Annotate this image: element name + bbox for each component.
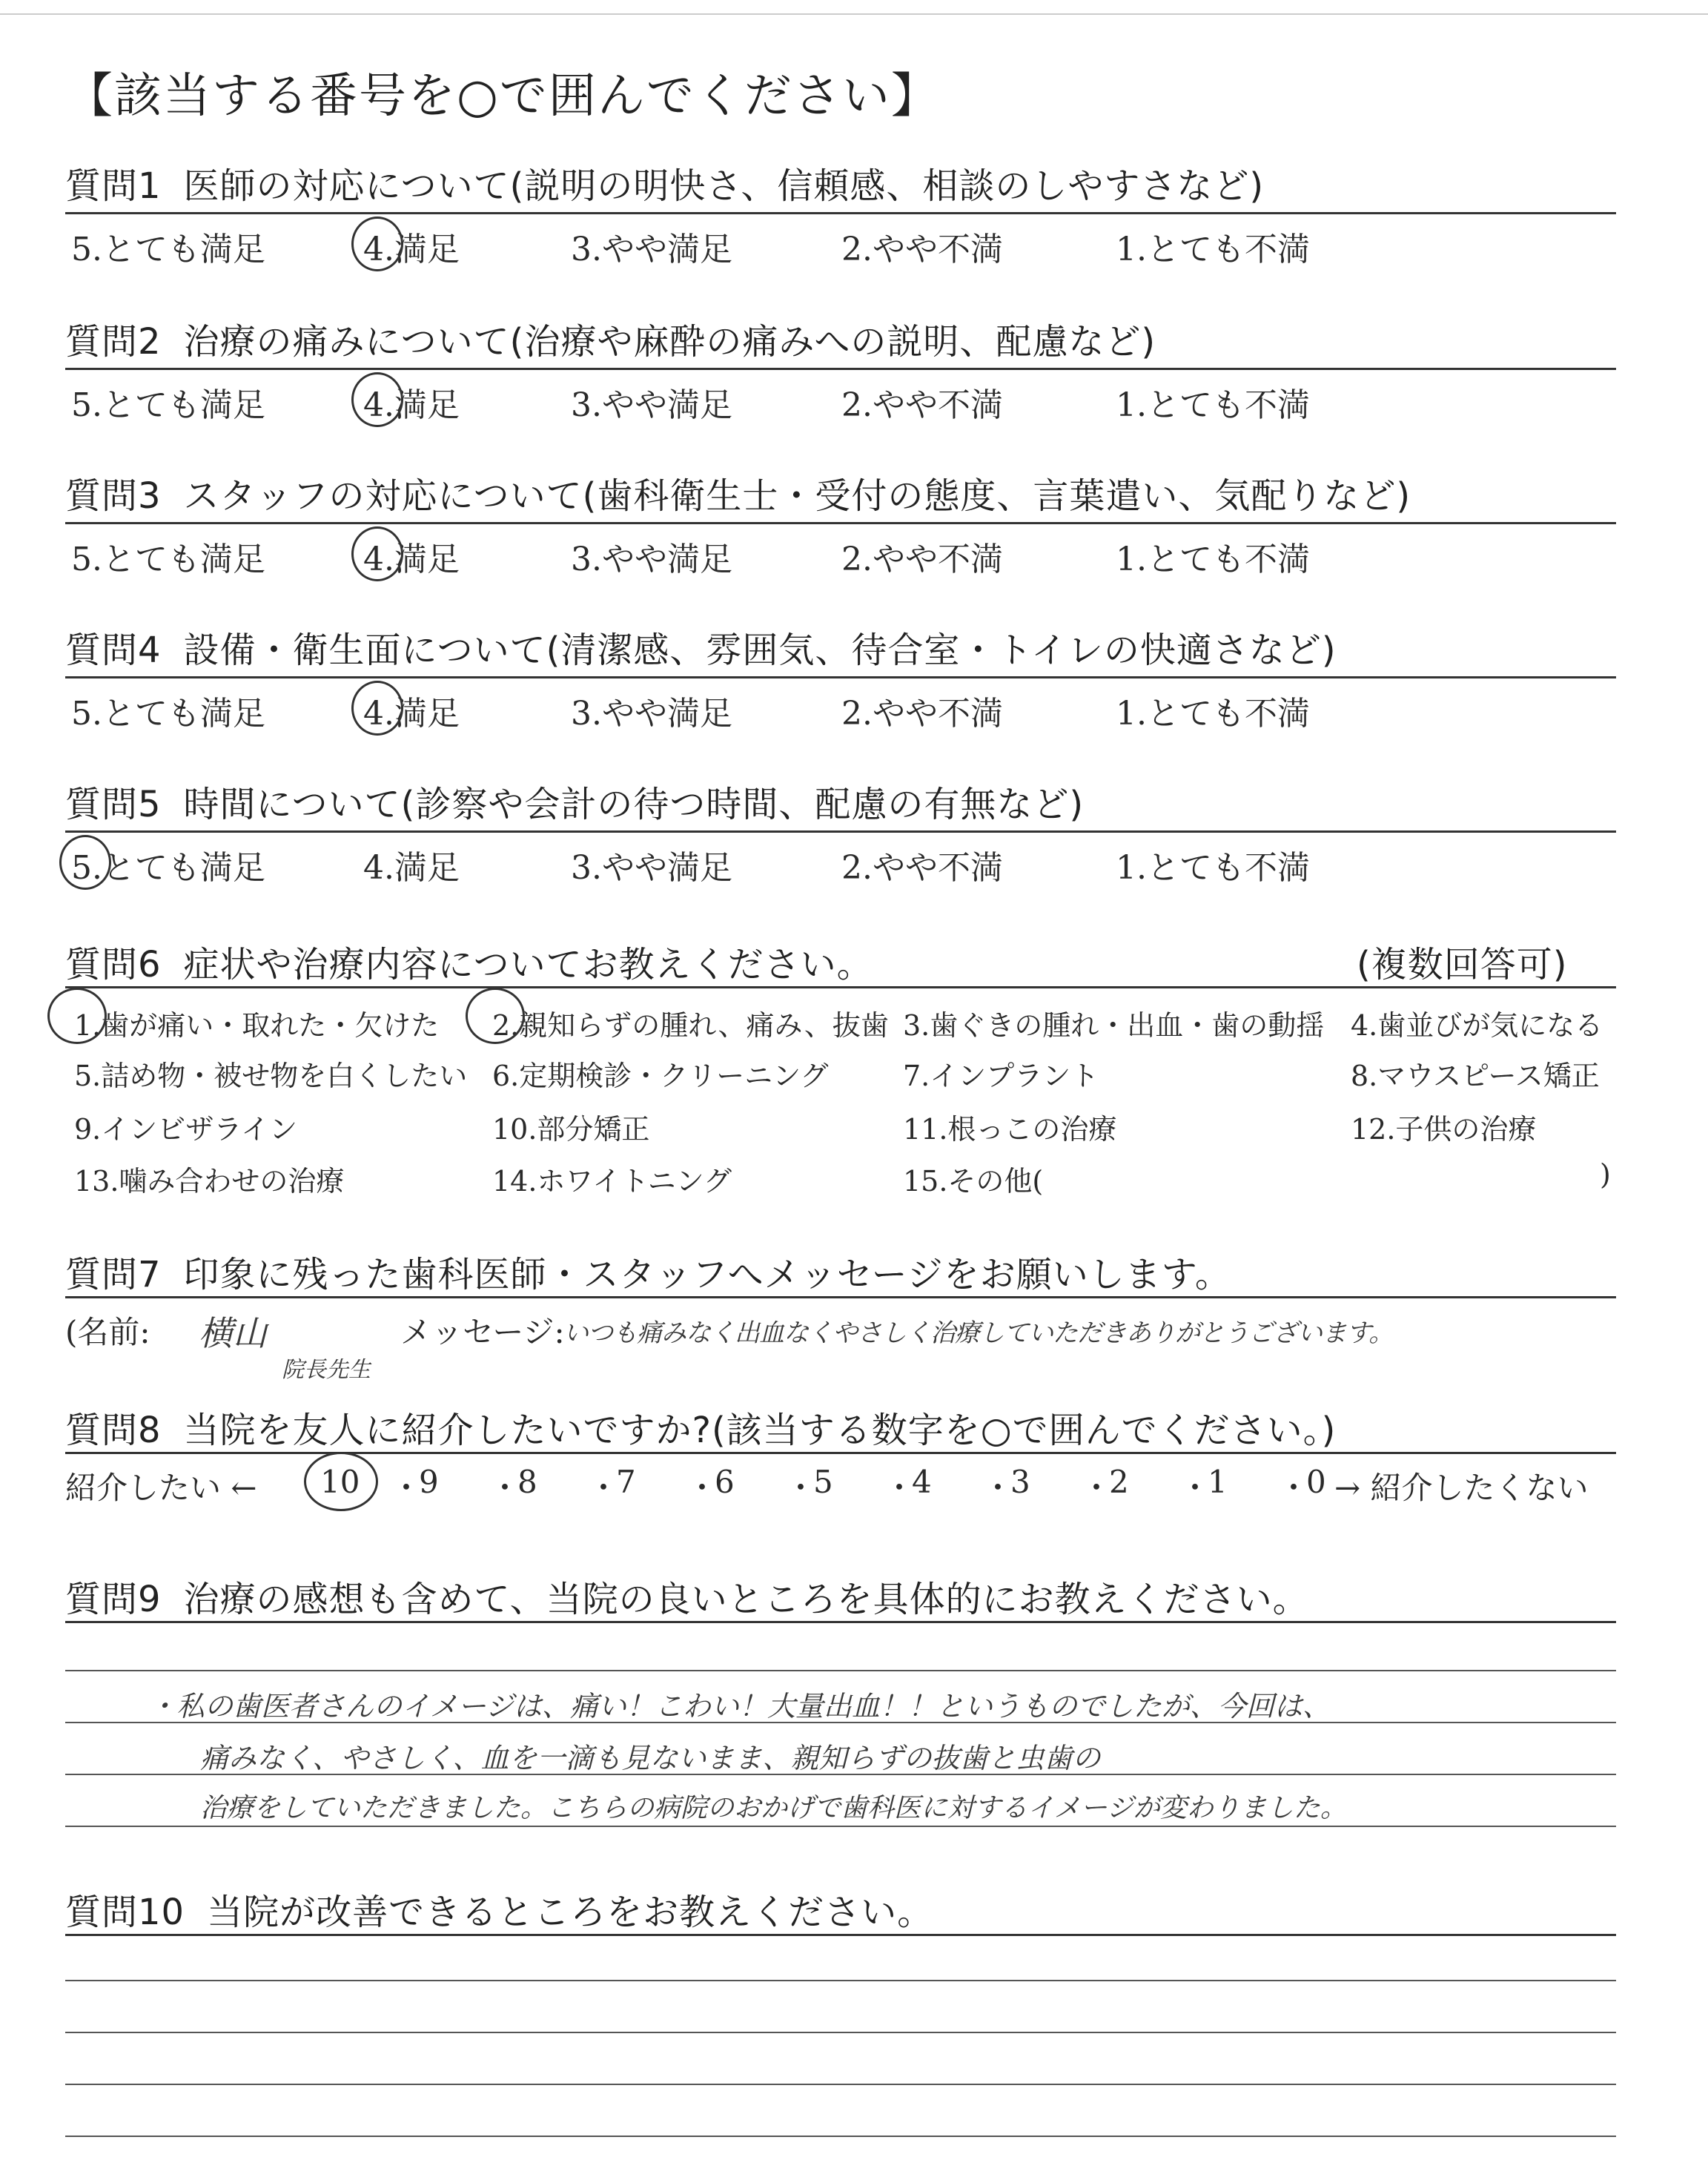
q2-option[interactable]: 2.やや不満 [841,386,1003,424]
q8-separator: ・ [686,1470,718,1506]
q1-rule [65,212,1616,214]
q5-title: 質問5 時間について(診察や会計の待つ時間、配慮の有無など) [65,784,1085,825]
q8-number[interactable]: 7 [616,1464,636,1500]
q2-rule [65,368,1616,370]
q2-title: 質問2 治療の痛みについて(治療や麻酔の痛みへの説明、配慮など) [65,321,1156,363]
q9-rule [65,1621,1616,1623]
q2-selection-circle [351,372,403,427]
q1-option[interactable]: 2.やや不満 [841,231,1003,268]
q6-item[interactable]: 8.マウスピース矯正 [1351,1060,1600,1092]
q7-name-label: (名前: [65,1314,150,1350]
q5-option[interactable]: 2.やや不満 [841,849,1003,887]
q10-line [65,2084,1616,2085]
q4-option[interactable]: 3.やや満足 [571,695,732,733]
q10-title: 質問10 当院が改善できるところをお教えください。 [65,1892,934,1933]
q8-number[interactable]: 10 [320,1464,360,1500]
q9-answer-line[interactable]: 痛みなく、やさしく、血を一滴も見ないまま、親知らずの抜歯と虫歯の [200,1742,1101,1774]
q10-line [65,2136,1616,2137]
q7-message-label: メッセージ: [400,1314,565,1350]
q9-line [65,1826,1616,1827]
q8-selection-circle [304,1452,378,1511]
q3-title: 質問3 スタッフの対応について(歯科衛生士・受付の態度、言葉遣い、気配りなど) [65,475,1411,517]
q6-item[interactable]: 9.インビザライン [74,1113,298,1146]
q6-title: 質問6 症状や治療内容についてお教えください。 [65,944,873,985]
q6-rule [65,986,1616,988]
q3-option[interactable]: 2.やや不満 [841,541,1003,578]
q7-rule [65,1296,1616,1298]
q6-item[interactable]: 13.噛み合わせの治療 [74,1165,345,1198]
q8-number[interactable]: 8 [517,1464,537,1500]
q6-item[interactable]: 6.定期検診・クリーニング [492,1060,829,1092]
q8-number[interactable]: 0 [1306,1464,1326,1500]
q1-option[interactable]: 1.とても不満 [1116,231,1310,268]
q6-item[interactable]: 2.親知らずの腫れ、痛み、抜歯 [492,1009,889,1042]
q8-number[interactable]: 3 [1010,1464,1030,1500]
q8-separator: ・ [1081,1470,1113,1506]
page-top-edge [0,13,1708,15]
q6-item[interactable]: 5.詰め物・被せ物を白くしたい [74,1060,468,1092]
q8-left-label: 紹介したい ← [65,1470,257,1506]
q4-option[interactable]: 5.とても満足 [71,695,265,733]
q3-option[interactable]: 5.とても満足 [71,541,265,578]
q6-item[interactable]: 3.歯ぐきの腫れ・出血・歯の動揺 [903,1009,1325,1042]
q4-title: 質問4 設備・衛生面について(清潔感、雰囲気、待合室・トイレの快適さなど) [65,630,1337,671]
q4-option[interactable]: 2.やや不満 [841,695,1003,733]
q1-title: 質問1 医師の対応について(説明の明快さ、信頼感、相談のしやすさなど) [65,165,1265,207]
q5-option[interactable]: 5.とても満足 [71,849,265,887]
q5-option[interactable]: 3.やや満足 [571,849,732,887]
q1-option[interactable]: 5.とても満足 [71,231,265,268]
q6-item[interactable]: 15.その他( [903,1165,1044,1198]
q9-line [65,1670,1616,1671]
q8-number[interactable]: 4 [912,1464,932,1500]
q10-rule [65,1934,1616,1936]
q8-separator: ・ [1179,1470,1211,1506]
q8-separator: ・ [982,1470,1014,1506]
form-header: 【該当する番号を○で囲んでください】 [65,69,940,124]
q8-separator: ・ [489,1470,521,1506]
q6-item[interactable]: ) [1600,1158,1611,1191]
q10-line [65,1980,1616,1981]
q3-option[interactable]: 4.満足 [363,541,460,578]
q6-item[interactable]: 1.歯が痛い・取れた・欠けた [74,1009,440,1042]
q8-number[interactable]: 2 [1109,1464,1129,1500]
q9-answer-line[interactable]: 治療をしていただきました。こちらの病院のおかげで歯科医に対するイメージが変わりました。 [200,1793,1347,1823]
q7-name-value2[interactable]: 院長先生 [282,1357,371,1383]
q6-item[interactable]: 10.部分矯正 [492,1113,650,1146]
q5-rule [65,830,1616,833]
q6-note: (複数回答可) [1357,944,1568,985]
q4-option[interactable]: 1.とても不満 [1116,695,1310,733]
q1-selection-circle [351,217,403,271]
q8-number[interactable]: 1 [1208,1464,1228,1500]
q3-option[interactable]: 3.やや満足 [571,541,732,578]
q1-option[interactable]: 3.やや満足 [571,231,732,268]
q5-option[interactable]: 1.とても不満 [1116,849,1310,887]
q8-title: 質問8 当院を友人に紹介したいですか?(該当する数字を○で囲んでください。) [65,1410,1337,1451]
q6-selection-circle [47,988,107,1044]
q7-name-value[interactable]: 横山 [199,1313,267,1353]
q3-option[interactable]: 1.とても不満 [1116,541,1310,578]
q6-item[interactable]: 14.ホワイトニング [492,1165,732,1198]
q2-option[interactable]: 3.やや満足 [571,386,732,424]
q8-number[interactable]: 5 [813,1464,833,1500]
q7-title: 質問7 印象に残った歯科医師・スタッフへメッセージをお願いします。 [65,1254,1231,1295]
q5-selection-circle [59,835,111,890]
q6-item[interactable]: 7.インプラント [903,1060,1099,1092]
q6-item[interactable]: 12.子供の治療 [1351,1113,1537,1146]
q2-option[interactable]: 5.とても満足 [71,386,265,424]
q8-separator: ・ [884,1470,916,1506]
q9-answer-line[interactable]: ・私の歯医者さんのイメージは、痛い！こわい！大量出血！！というものでしたが、今回は、 [148,1690,1331,1723]
q4-selection-circle [351,681,403,736]
q3-rule [65,522,1616,524]
q6-selection-circle [466,988,525,1044]
q8-separator: ・ [588,1470,620,1506]
q10-line [65,2032,1616,2033]
q7-message-value[interactable]: いつも痛みなく出血なくやさしく治療していただきありがとうございます。 [563,1318,1394,1348]
q8-number[interactable]: 6 [715,1464,735,1500]
q2-option[interactable]: 4.満足 [363,386,460,424]
q8-separator: ・ [785,1470,817,1506]
q3-selection-circle [351,526,403,581]
q6-item[interactable]: 4.歯並びが気になる [1351,1009,1603,1042]
q8-separator: ・ [1278,1470,1310,1506]
q1-option[interactable]: 4.満足 [363,231,460,268]
q8-number[interactable]: 9 [419,1464,439,1500]
q6-item[interactable]: 11.根っこの治療 [903,1113,1117,1146]
q8-right-label: → 紹介したくない [1334,1470,1589,1506]
q2-option[interactable]: 1.とても不満 [1116,386,1310,424]
q4-option[interactable]: 4.満足 [363,695,460,733]
q8-separator: ・ [391,1470,423,1506]
q9-title: 質問9 治療の感想も含めて、当院の良いところを具体的にお教えください。 [65,1579,1309,1620]
q5-option[interactable]: 4.満足 [363,849,460,887]
q8-rule [65,1452,1616,1454]
q4-rule [65,676,1616,678]
